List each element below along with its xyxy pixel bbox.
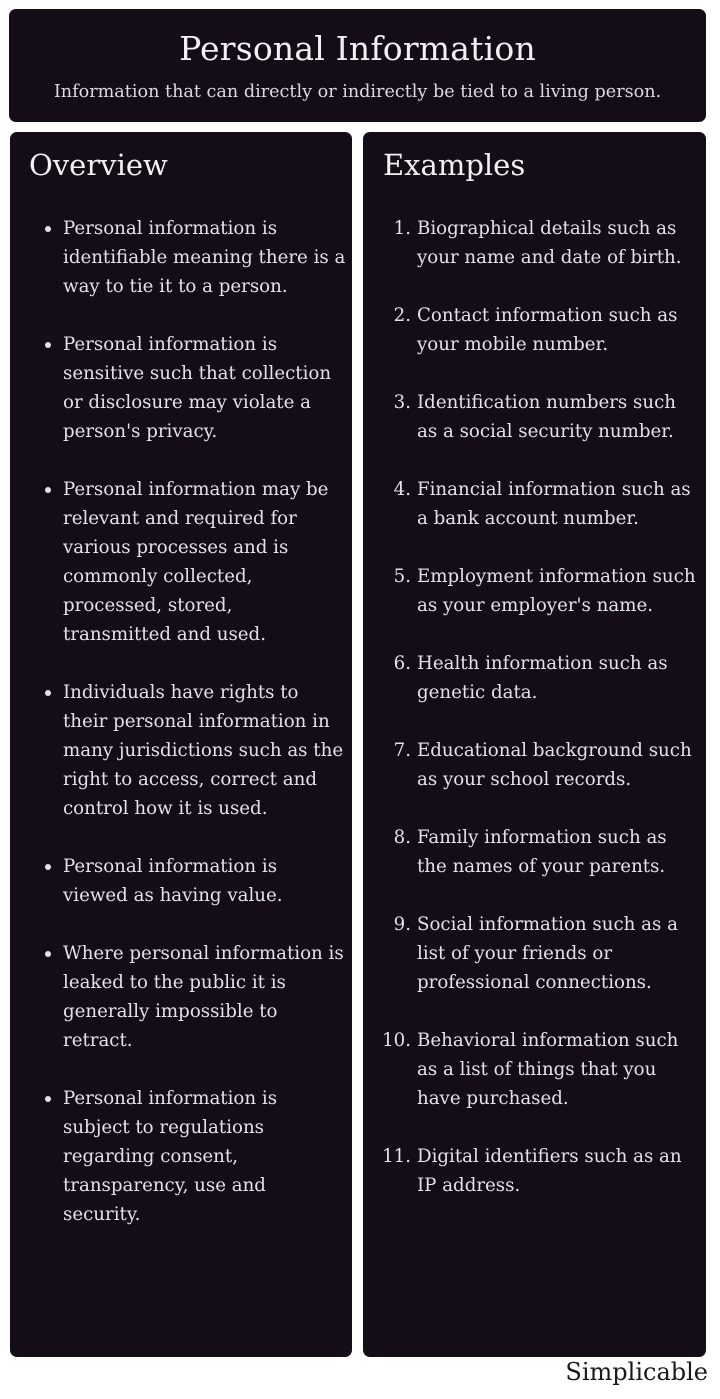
example-number: 6. — [393, 653, 411, 674]
example-item — [375, 475, 700, 533]
page-title: Personal Information — [179, 29, 536, 68]
example-item — [375, 1026, 700, 1113]
example-item — [375, 562, 700, 620]
example-item-text: Social information such as a list of your friends or professional connections. — [417, 914, 678, 993]
example-item — [375, 823, 700, 881]
overview-item-text: Personal information is identifiable meaning there is a way to tie it to a person. — [63, 218, 346, 297]
overview-item-text: Where personal information is leaked to the public it is generally impossible to retract. — [63, 943, 344, 1051]
example-item — [375, 649, 700, 707]
header-box — [9, 9, 706, 122]
bullet-icon — [45, 342, 51, 348]
example-number: 7. — [393, 740, 411, 761]
brand-logo-text: Simplicable — [565, 1358, 708, 1386]
example-item-text: Contact information such as your mobile number. — [417, 305, 678, 355]
example-item-text: Behavioral information such as a list of things that you have purchased. — [417, 1030, 679, 1109]
overview-item — [41, 852, 346, 910]
overview-item — [41, 214, 346, 301]
examples-panel — [363, 132, 706, 1357]
example-number: 8. — [393, 827, 411, 848]
overview-heading: Overview — [29, 148, 168, 182]
bullet-icon — [45, 690, 51, 696]
example-item-text: Family information such as the names of your parents. — [417, 827, 667, 877]
overview-item-text: Personal information may be relevant and required for various processes and is commonly collected, processed, stored, transmitted and used. — [63, 479, 329, 645]
overview-item — [41, 330, 346, 446]
example-item — [375, 214, 700, 272]
overview-item-text: Personal information is viewed as having value. — [63, 856, 283, 906]
overview-item — [41, 678, 346, 823]
example-number: 10. — [382, 1030, 411, 1051]
overview-item — [41, 1084, 346, 1229]
example-item-text: Educational background such as your school records. — [417, 740, 692, 790]
example-item — [375, 736, 700, 794]
example-number: 11. — [382, 1146, 411, 1167]
example-item — [375, 388, 700, 446]
example-item-text: Employment information such as your employer's name. — [417, 566, 696, 616]
example-item-text: Biographical details such as your name and date of birth. — [417, 218, 682, 268]
overview-item-text: Individuals have rights to their personal information in many jurisdictions such as the right to access, correct and control how it is used. — [63, 682, 344, 819]
overview-panel — [10, 132, 352, 1357]
page-subtitle: Information that can directly or indirectly be tied to a living person. — [53, 82, 662, 102]
example-item-text: Financial information such as a bank account number. — [417, 479, 691, 529]
example-item-text: Digital identifiers such as an IP address. — [417, 1146, 682, 1196]
example-number: 5. — [393, 566, 411, 587]
bullet-icon — [45, 226, 51, 232]
overview-item — [41, 475, 346, 649]
example-number: 9. — [393, 914, 411, 935]
example-item-text: Health information such as genetic data. — [417, 653, 668, 703]
bullet-icon — [45, 1096, 51, 1102]
example-item-text: Identification numbers such as a social security number. — [417, 392, 676, 442]
example-number: 1. — [393, 218, 411, 239]
example-number: 3. — [393, 392, 411, 413]
bullet-icon — [45, 864, 51, 870]
bullet-icon — [45, 951, 51, 957]
overview-list — [41, 214, 346, 1258]
overview-item-text: Personal information is sensitive such that collection or disclosure may violate a person's privacy. — [63, 334, 332, 442]
example-number: 4. — [393, 479, 411, 500]
overview-item — [41, 939, 346, 1055]
examples-heading: Examples — [383, 148, 526, 182]
examples-list — [375, 214, 700, 1229]
example-item — [375, 1142, 700, 1200]
bullet-icon — [45, 487, 51, 493]
overview-item-text: Personal information is subject to regulations regarding consent, transparency, use and security. — [63, 1088, 278, 1225]
example-number: 2. — [393, 305, 411, 326]
example-item — [375, 910, 700, 997]
example-item — [375, 301, 700, 359]
